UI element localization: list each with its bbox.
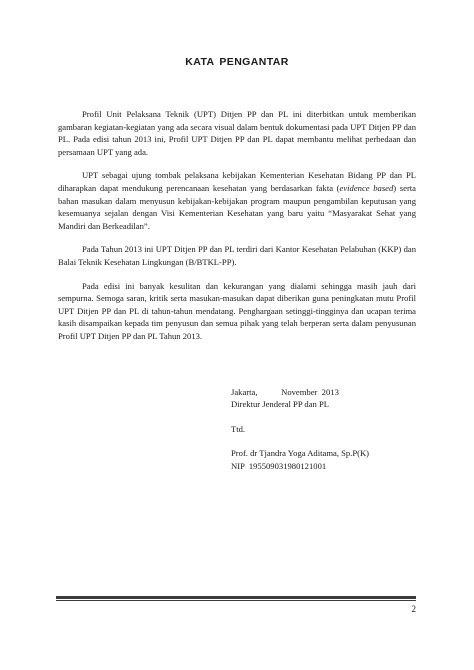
signature-nip: NIP 195509031980121001 <box>231 460 327 471</box>
paragraph-3: Pada Tahun 2013 ini UPT Ditjen PP dan PL terdiri dari Kantor Kesehatan Pelabuhan (KKP) dan Balai Teknik Kesehatan Lingkungan (B/BTKL-PP). <box>58 244 416 267</box>
footer-rule-thin <box>56 600 416 601</box>
paragraph-4: Pada edisi ini banyak kesulitan dan kekurangan yang dialami sehingga masih jauh dari sempurna. Semoga saran, kritik serta masukan-masukan dapat diberikan guna peningkatan mutu Profil UPT Ditjen PP dan PL di tahun-tahun mendatang. Penghargaan setinggi-tingginya dan ucapan terima kasih disampaikan kepada tim penyusun dan semua pihak yang telah berperan serta dalam penyusunan Profil UPT Ditjen PP dan PL Tahun 2013. <box>58 280 416 341</box>
signature-name: Prof. dr Tjandra Yoga Aditama, Sp.P(K) <box>231 448 370 459</box>
signature-block <box>231 386 431 472</box>
paragraph-1: Profil Unit Pelaksana Teknik (UPT) Ditjen PP dan PL ini diterbitkan untuk memberikan gambaran kegiatan-kegiatan yang ada secara visual dalam bentuk dokumentasi pada UPT Ditjen PP dan PL. Pada edisi tahun 2013 ini, Profil UPT Ditjen PP dan PL dapat membantu melihat perbedaan dan persamaan UPT yang ada. <box>58 109 416 157</box>
footer-rule-thick <box>56 596 416 599</box>
signature-spacer <box>231 435 431 447</box>
signature-place-date: Jakarta, November 2013 <box>231 387 339 397</box>
page-title: KATA PENGANTAR <box>185 56 289 68</box>
page-number: 2 <box>411 604 416 614</box>
signature-spacer <box>231 411 431 423</box>
signature-position: Direktur Jenderal PP dan PL <box>231 399 330 410</box>
signature-ttd: Ttd. <box>231 423 246 434</box>
paragraph-2: UPT sebagai ujung tombak pelaksana kebijakan Kementerian Kesehatan Bidang PP dan PL diharapkan dapat mendukung perencanaan kesehatan yang berdasarkan fakta (evidence based) serta bahan masukan dalam menyusun kebijakan-kebijakan program maupun pengambilan keputusan yang kesemuanya sejalan dengan Visi Kementerian Kesehatan yang baru yaitu “Masyarakat Sehat yang Mandiri dan Berkeadilan”. <box>58 170 417 231</box>
body-text <box>58 108 416 354</box>
